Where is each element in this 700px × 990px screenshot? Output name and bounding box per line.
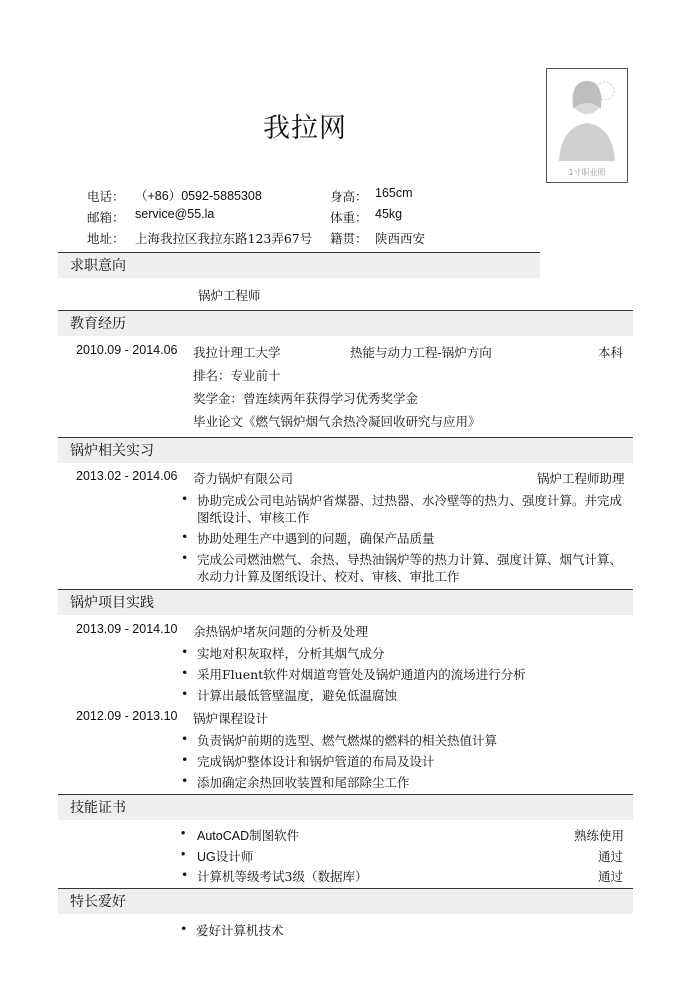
education-detail: 排名：专业前十 bbox=[193, 368, 281, 383]
bullet-text: 添加确定余热回收装置和尾部除尘工作 bbox=[197, 775, 410, 790]
section-header-education: 教育经历 bbox=[58, 310, 633, 336]
email-label: 邮箱： bbox=[87, 210, 125, 225]
skill-name: 计算机等级考试3级（数据库） bbox=[197, 869, 368, 884]
education-degree: 本科 bbox=[598, 345, 624, 360]
origin-label: 籍贯： bbox=[330, 231, 368, 246]
address-label: 地址： bbox=[87, 231, 125, 246]
list-item bbox=[197, 773, 410, 791]
section-header-objective: 求职意向 bbox=[58, 252, 540, 278]
bullet-text: 采用Fluent软件对烟道弯管处及锅炉通道内的流场进行分析 bbox=[197, 667, 526, 682]
origin-value: 陕西西安 bbox=[375, 231, 426, 246]
bullet-text: 协助完成公司电站锅炉省煤器、过热器、水冷壁等的热力、强度计算。并完成 bbox=[197, 493, 623, 508]
list-item bbox=[197, 491, 622, 509]
list-item bbox=[197, 867, 367, 885]
education-detail: 奖学金：曾连续两年获得学习优秀奖学金 bbox=[193, 391, 419, 406]
skill-level: 通过 bbox=[598, 869, 624, 884]
list-item bbox=[197, 731, 497, 749]
section-header-skills: 技能证书 bbox=[58, 794, 633, 820]
list-item bbox=[197, 847, 253, 865]
bullet-text: 完成公司燃油燃气、余热、导热油锅炉等的热力计算、强度计算、烟气计算、 bbox=[197, 552, 623, 567]
address-value: 上海我拉区我拉东路123弄67号 bbox=[135, 231, 313, 246]
weight-value: 45kg bbox=[375, 207, 403, 221]
profile-photo bbox=[546, 68, 628, 183]
photo-caption: 1寸职业照 bbox=[568, 168, 606, 177]
education-detail: 毕业论文《燃气锅炉烟气余热冷凝回收研究与应用》 bbox=[193, 414, 481, 429]
project-title: 锅炉课程设计 bbox=[193, 711, 269, 726]
education-school: 我拉计理工大学 bbox=[193, 345, 281, 360]
bullet-text: 计算出最低管壁温度，避免低温腐蚀 bbox=[197, 688, 398, 703]
height-value: 165cm bbox=[375, 186, 413, 200]
bullet-text: 完成锅炉整体设计和锅炉管道的布局及设计 bbox=[197, 754, 435, 769]
objective-value: 锅炉工程师 bbox=[198, 288, 261, 303]
person-silhouette-icon bbox=[547, 69, 627, 169]
list-item bbox=[197, 550, 622, 568]
skill-level: 熟练使用 bbox=[574, 828, 625, 843]
list-item bbox=[197, 826, 299, 844]
education-date: 2010.09 - 2014.06 bbox=[76, 343, 178, 357]
internship-role: 锅炉工程师助理 bbox=[537, 471, 625, 486]
skill-level: 通过 bbox=[598, 849, 624, 864]
project-date: 2012.09 - 2013.10 bbox=[76, 709, 178, 723]
email-value: service@55.la bbox=[135, 207, 215, 221]
list-item bbox=[197, 529, 435, 547]
skill-name: UG设计师 bbox=[197, 850, 254, 864]
internship-date: 2013.02 - 2014.06 bbox=[76, 469, 178, 483]
height-label: 身高： bbox=[330, 189, 368, 204]
internship-company: 奇力锅炉有限公司 bbox=[193, 471, 294, 486]
list-item bbox=[197, 644, 385, 662]
weight-label: 体重： bbox=[330, 210, 368, 225]
bullet-text: 实地对积灰取样，分析其烟气成分 bbox=[197, 646, 385, 661]
section-header-hobbies: 特长爱好 bbox=[58, 888, 633, 914]
bullet-text-continued: 图纸设计、审核工作 bbox=[197, 510, 310, 525]
hobby-text: 爱好计算机技术 bbox=[196, 923, 284, 938]
list-item bbox=[196, 921, 284, 939]
phone-value: （+86）0592-5885308 bbox=[135, 189, 262, 203]
section-header-projects: 锅炉项目实践 bbox=[58, 589, 633, 615]
phone-label: 电话： bbox=[87, 189, 125, 204]
list-item bbox=[197, 686, 397, 704]
list-item bbox=[197, 752, 435, 770]
bullet-text: 负责锅炉前期的选型、燃气燃煤的燃料的相关热值计算 bbox=[197, 733, 498, 748]
skill-name: AutoCAD制图软件 bbox=[197, 829, 300, 843]
resume-name: 我拉网 bbox=[263, 113, 347, 144]
list-item bbox=[197, 665, 526, 683]
education-major: 热能与动力工程-锅炉方向 bbox=[350, 345, 492, 360]
project-title: 余热锅炉堵灰问题的分析及处理 bbox=[193, 624, 369, 639]
project-date: 2013.09 - 2014.10 bbox=[76, 622, 178, 636]
bullet-text-continued: 水动力计算及图纸设计、校对、审核、审批工作 bbox=[197, 569, 460, 584]
bullet-text: 协助处理生产中遇到的问题，确保产品质量 bbox=[197, 531, 435, 546]
section-header-internship: 锅炉相关实习 bbox=[58, 437, 633, 463]
